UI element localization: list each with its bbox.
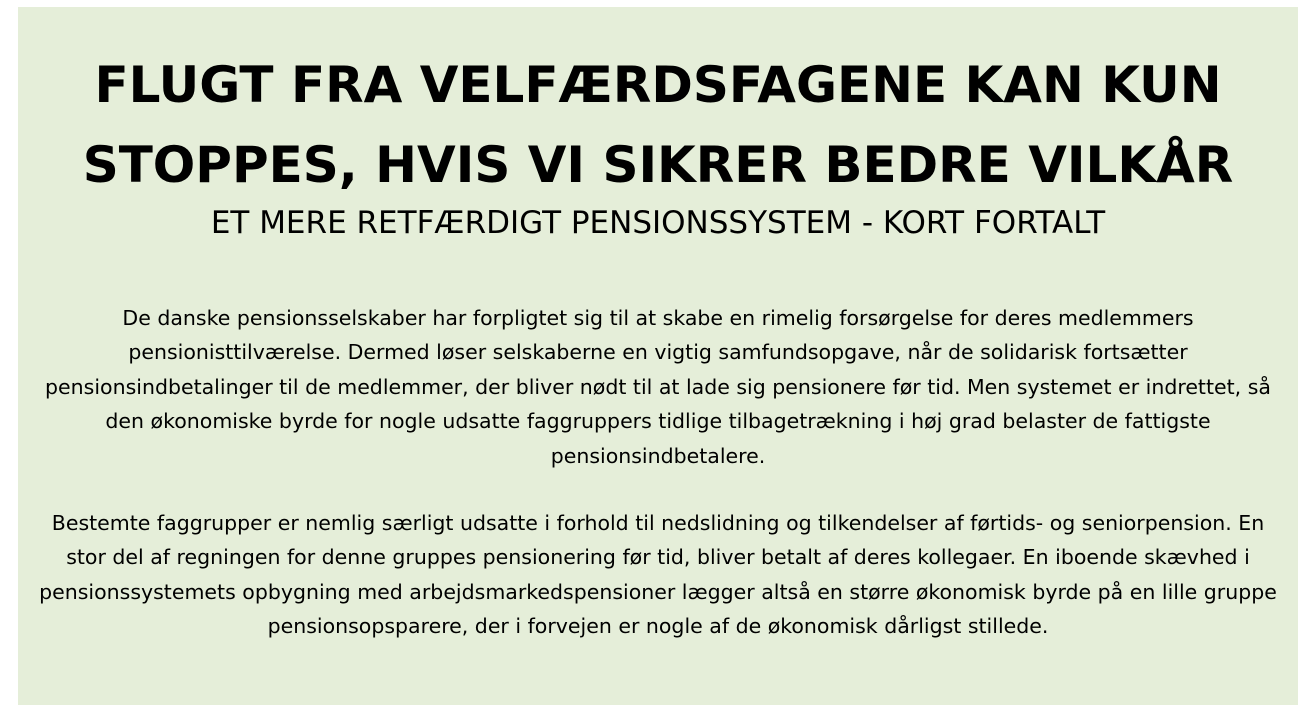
page-title: FLUGT FRA VELFÆRDSFAGENE KAN KUN STOPPES, HVIS VI SIKRER BEDRE VILKÅR — [82, 56, 1234, 194]
page-subtitle: ET MERE RETFÆRDIGT PENSIONSSYSTEM - KORT FORTALT — [210, 205, 1106, 241]
body-paragraph-2: Bestemte faggrupper er nemlig særligt udsatte i forhold til nedslidning og tilkendelser af førtids- og seniorpension. En stor del af regningen for denne gruppes pensionering før tid, bliver betalt af deres kollegaer. En iboende skævhed i pensionssystemets opbygning med arbejdsmarkedspensioner lægger altså en større økonomisk byrde på en lille gruppe pensionsopsparere, der i forvejen er nogle af de økonomisk dårligst stillede. — [39, 511, 1277, 639]
article-panel — [18, 7, 1298, 705]
body-paragraph-1: De danske pensionsselskaber har forpligtet sig til at skabe en rimelig forsørgelse for deres medlemmers pensionisttilværelse. Dermed løser selskaberne en vigtig samfundsopgave, når de solidarisk fortsætter pensionsindbetalinger til de medlemmer, der bliver nødt til at lade sig pensionere før tid. Men systemet er indrettet, så den økonomiske byrde for nogle udsatte faggruppers tidlige tilbagetrækning i høj grad belaster de fattigste pensionsindbetalere. — [45, 306, 1271, 468]
